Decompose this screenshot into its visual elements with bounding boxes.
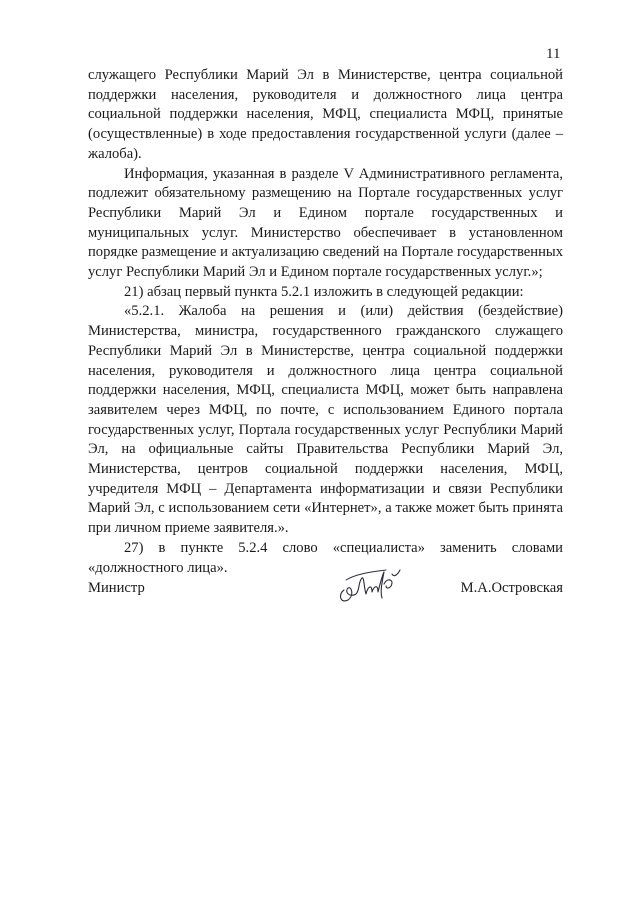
paragraph-continuation: служащего Республики Марий Эл в Министерстве, центра социальной поддержки населения, руководителя и должностного лица центра социальной поддержки населения, МФЦ, специалиста МФЦ, принятые (осуществленные) в ходе предоставления государственной услуги (далее – жалоба). [88, 67, 563, 162]
signatory-name: М.А.Островская [460, 580, 563, 596]
paragraph-item-27: 27) в пункте 5.2.4 слово «специалиста» заменить словами «должностного лица». [88, 539, 563, 576]
paragraph-information: Информация, указанная в разделе V Административного регламента, подлежит обязательному размещению на Портале государственных услуг Республики Марий Эл и Едином портале государственных и муниципальных услуг. Министерство обеспечивает в установленном порядке размещение и актуализацию сведений на Портале государственных услуг Республики Марий Эл и Едином портале государственных услуг.»; [88, 165, 563, 281]
paragraph-item-5-2-1: «5.2.1. Жалоба на решения и (или) действия (бездействие) Министерства, министра, государственного гражданского служащего Республики Марий Эл в Министерстве, центра социальной поддержки населения, руководителя и должностного лица центра социальной поддержки населения, МФЦ, специалиста МФЦ, может быть направлена заявителем через МФЦ, по почте, с использованием Единого портала государственных услуг, Портала государственных услуг Республики Марий Эл, на официальные сайты Правительства Республики Марий Эл, Министерства, центров социальной поддержки населения, МФЦ, учредителя МФЦ – Департамента информатизации и связи Республики Марий Эл, с использованием сети «Интернет», а также может быть принята при личном приеме заявителя.». [88, 303, 563, 537]
signatory-position: Министр [88, 580, 145, 596]
paragraph-item-21: 21) абзац первый пункта 5.2.1 изложить в следующей редакции: [124, 283, 524, 300]
page-number: 11 [546, 46, 561, 62]
document-body [88, 66, 563, 578]
handwritten-signature [336, 564, 406, 608]
signature-block [88, 570, 563, 620]
